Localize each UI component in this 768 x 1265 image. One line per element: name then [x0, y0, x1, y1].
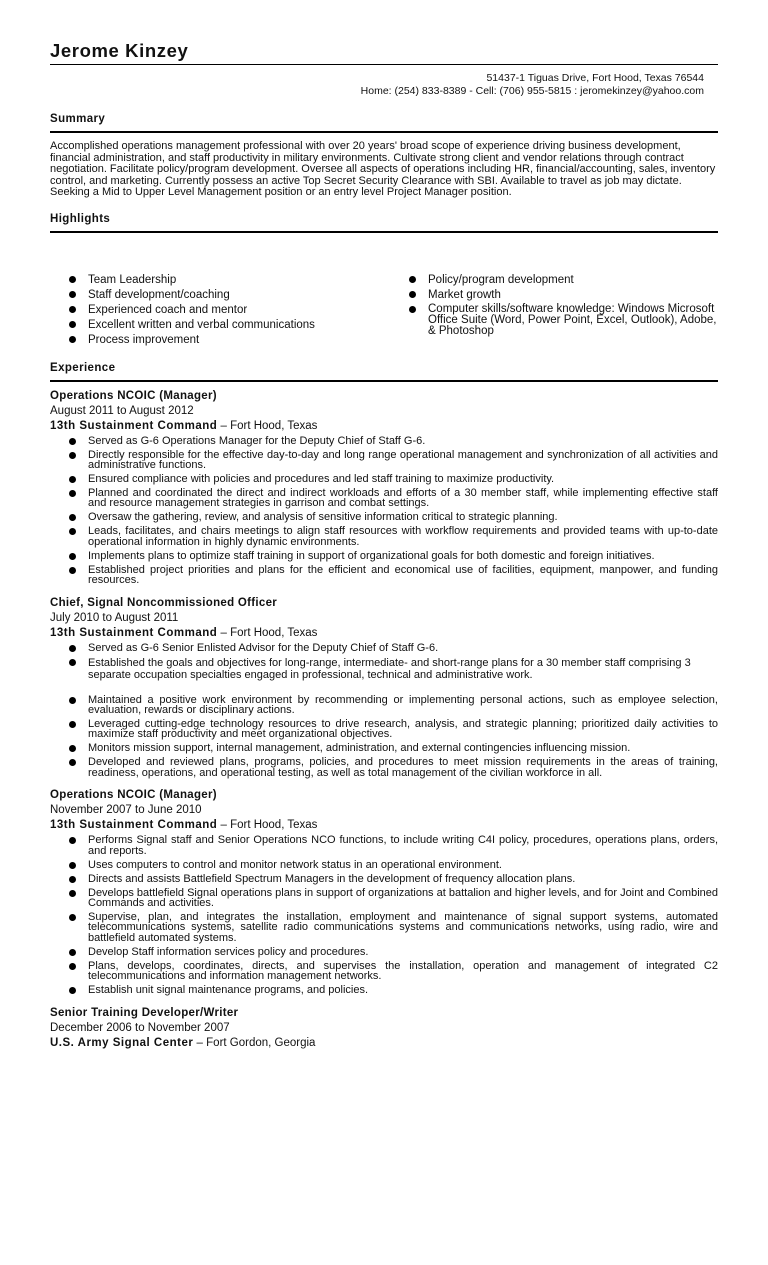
experience-section [50, 389, 718, 1051]
job-bullet: Performs Signal staff and Senior Operations NCO functions, to include writing C4I policy, procedures, operations plans, orders, and reports. [69, 835, 718, 856]
job-bullet: Plans, develops, coordinates, directs, and supervises the installation, operation and management of integrated C2 telecommunications and information management networks. [69, 961, 718, 982]
bullet-icon [69, 745, 76, 752]
summary-divider [50, 131, 718, 133]
job-location: – Fort Gordon, Georgia [193, 1036, 316, 1049]
summary-text: Accomplished operations management professional with over 20 years' broad scope of experience driving business development, financial administration, and staff productivity in military environments. Cultivate strong client and vendor relations through contract negotiation. Facilitate policy/program development. Oversee all aspects of operations including HR, financial/accounting, sales, inventory control, and marketing. Currently possess an active Top Secret Security Clearance with SBI. Available to travel as job may dictate. Seeking a Mid to Upper Level Management position or an entry level Project Manager position. [50, 140, 716, 198]
job-location: – Fort Hood, Texas [217, 419, 318, 432]
bullet-icon [69, 759, 76, 766]
bullet-icon [69, 291, 76, 298]
bullet-icon [69, 336, 76, 343]
bullet-icon [69, 476, 76, 483]
job-title: Senior Training Developer/Writer [50, 1006, 239, 1019]
job-bullet: Served as G-6 Operations Manager for the Deputy Chief of Staff G-6. [69, 436, 718, 446]
job-dates: December 2006 to November 2007 [50, 1021, 230, 1034]
job-dates: November 2007 to June 2010 [50, 804, 202, 817]
bullet-icon [69, 914, 76, 921]
job-dates: July 2010 to August 2011 [50, 611, 179, 624]
highlights-divider [50, 231, 718, 233]
candidate-name: Jerome Kinzey [50, 40, 189, 61]
organization-name: U.S. Army Signal Center [50, 1036, 194, 1049]
bullet-icon [69, 567, 76, 574]
highlights-left-column [69, 274, 389, 350]
job-bullet: Planned and coordinated the direct and indirect workloads and efforts of a 30 member staff, while implementing effective staff and resource management strategies in garrison and combat settings. [69, 488, 718, 509]
bullet-icon [69, 553, 76, 560]
bullet-icon [69, 876, 76, 883]
highlight-item: Team Leadership [69, 274, 389, 286]
bullet-icon [69, 438, 76, 445]
highlights-heading: Highlights [50, 212, 111, 225]
highlight-item: Excellent written and verbal communications [69, 319, 389, 331]
job-dates: August 2011 to August 2012 [50, 404, 194, 417]
highlight-item: Process improvement [69, 334, 389, 346]
highlight-item: Experienced coach and mentor [69, 304, 389, 316]
job-bullet: Directly responsible for the effective day-to-day and long range operational management and synchronization of all activities and administrative functions. [69, 450, 718, 471]
bullet-icon [409, 291, 416, 298]
bullet-icon [69, 862, 76, 869]
address-line: 51437-1 Tiguas Drive, Fort Hood, Texas 76544 [486, 72, 704, 84]
job-location: – Fort Hood, Texas [217, 819, 318, 832]
job-bullet: Uses computers to control and monitor network status in an operational environment. [69, 860, 718, 870]
highlight-item: Policy/program development [409, 274, 719, 286]
experience-divider [50, 380, 718, 382]
job-bullet: Maintained a positive work environment by recommending or implementing personal actions, such as employee selection, evaluation, rewards or disciplinary actions. [69, 695, 718, 716]
experience-heading: Experience [50, 361, 116, 374]
job-bullet: Supervise, plan, and integrates the installation, employment and maintenance of signal support systems, automated telecommunications systems, satellite radio communications systems and communications networks, using radio, wire and battlefield automated systems. [69, 912, 718, 943]
job-bullet: Oversaw the gathering, review, and analysis of sensitive information critical to strategic planning. [69, 512, 718, 522]
job-bullet: Established the goals and objectives for long-range, intermediate- and short-range plans for a 30 member staff comprising 3 separate occupation specialties engaged in professional, technical and administrative work. [69, 657, 718, 681]
job-entry [50, 389, 718, 586]
bullet-icon [69, 963, 76, 970]
job-bullet: Served as G-6 Senior Enlisted Advisor for the Deputy Chief of Staff G-6. [69, 643, 718, 653]
job-title: Operations NCOIC (Manager) [50, 789, 217, 802]
bullet-icon [69, 721, 76, 728]
organization-name: 13th Sustainment Command [50, 626, 218, 639]
bullet-icon [409, 276, 416, 283]
bullet-icon [69, 987, 76, 994]
bullet-icon [69, 697, 76, 704]
highlights-right-column [409, 274, 719, 341]
job-title: Chief, Signal Noncommissioned Officer [50, 596, 278, 609]
bullet-icon [69, 321, 76, 328]
job-bullet: Leveraged cutting-edge technology resources to drive research, analysis, and strategic planning; prioritized daily activities to maximize staff productivity and meet organizational objectives. [69, 719, 718, 740]
job-bullet: Develops battlefield Signal operations plans in support of organizations at battalion and higher levels, and for Joint and Combined Commands and activities. [69, 888, 718, 909]
job-bullet: Implements plans to optimize staff training in support of organizational goals for both domestic and foreign initiatives. [69, 551, 718, 561]
job-organization [50, 419, 718, 434]
job-bullet: Ensured compliance with policies and procedures and led staff training to maximize productivity. [69, 474, 718, 484]
bullet-icon [69, 949, 76, 956]
job-bullet: Establish unit signal maintenance programs, and policies. [69, 985, 718, 995]
job-location: – Fort Hood, Texas [217, 626, 318, 639]
highlight-item: Computer skills/software knowledge: Windows Microsoft Office Suite (Word, Power Point, Excel, Outlook), Adobe, & Photoshop [409, 304, 719, 337]
job-bullet: Leads, facilitates, and chairs meetings to align staff resources with workflow requirements and provided teams with up-to-date operational information in highly dynamic environments. [69, 526, 718, 547]
bullet-icon [69, 645, 76, 652]
job-bullet: Monitors mission support, internal management, administration, and external contingencies influencing mission. [69, 743, 718, 753]
bullet-icon [69, 528, 76, 535]
organization-name: 13th Sustainment Command [50, 819, 218, 832]
job-entry [50, 1006, 718, 1051]
job-title: Operations NCOIC (Manager) [50, 389, 217, 402]
bullet-icon [69, 306, 76, 313]
job-bullet: Established project priorities and plans for the efficient and economical use of facilities, equipment, manpower, and funding resources. [69, 565, 718, 586]
bullet-icon [69, 490, 76, 497]
highlight-item: Staff development/coaching [69, 289, 389, 301]
contact-block [50, 72, 704, 98]
contact-line: Home: (254) 833-8389 - Cell: (706) 955-5815 : jeromekinzey@yahoo.com [360, 85, 704, 97]
summary-heading: Summary [50, 113, 106, 125]
job-bullet: Directs and assists Battlefield Spectrum Managers in the development of frequency allocation plans. [69, 874, 718, 884]
bullet-icon [69, 276, 76, 283]
job-bullet: Develop Staff information services policy and procedures. [69, 947, 718, 957]
bullet-icon [409, 306, 416, 313]
job-organization [50, 818, 718, 833]
bullet-icon [69, 452, 76, 459]
organization-name: 13th Sustainment Command [50, 419, 218, 432]
highlights-list [50, 274, 718, 358]
job-entry [50, 596, 718, 779]
bullet-icon [69, 659, 76, 666]
job-organization [50, 1036, 718, 1051]
resume-page [50, 40, 718, 1051]
bullet-icon [69, 514, 76, 521]
job-entry [50, 788, 718, 995]
job-organization [50, 626, 718, 641]
bullet-icon [69, 837, 76, 844]
header-divider [50, 64, 718, 65]
bullet-icon [69, 890, 76, 897]
highlight-item: Market growth [409, 289, 719, 301]
job-bullet: Developed and reviewed plans, programs, policies, and procedures to meet mission requirements in the areas of training, readiness, operations, and operational testing, as well as total management of the civilian workforce in all. [69, 757, 718, 778]
